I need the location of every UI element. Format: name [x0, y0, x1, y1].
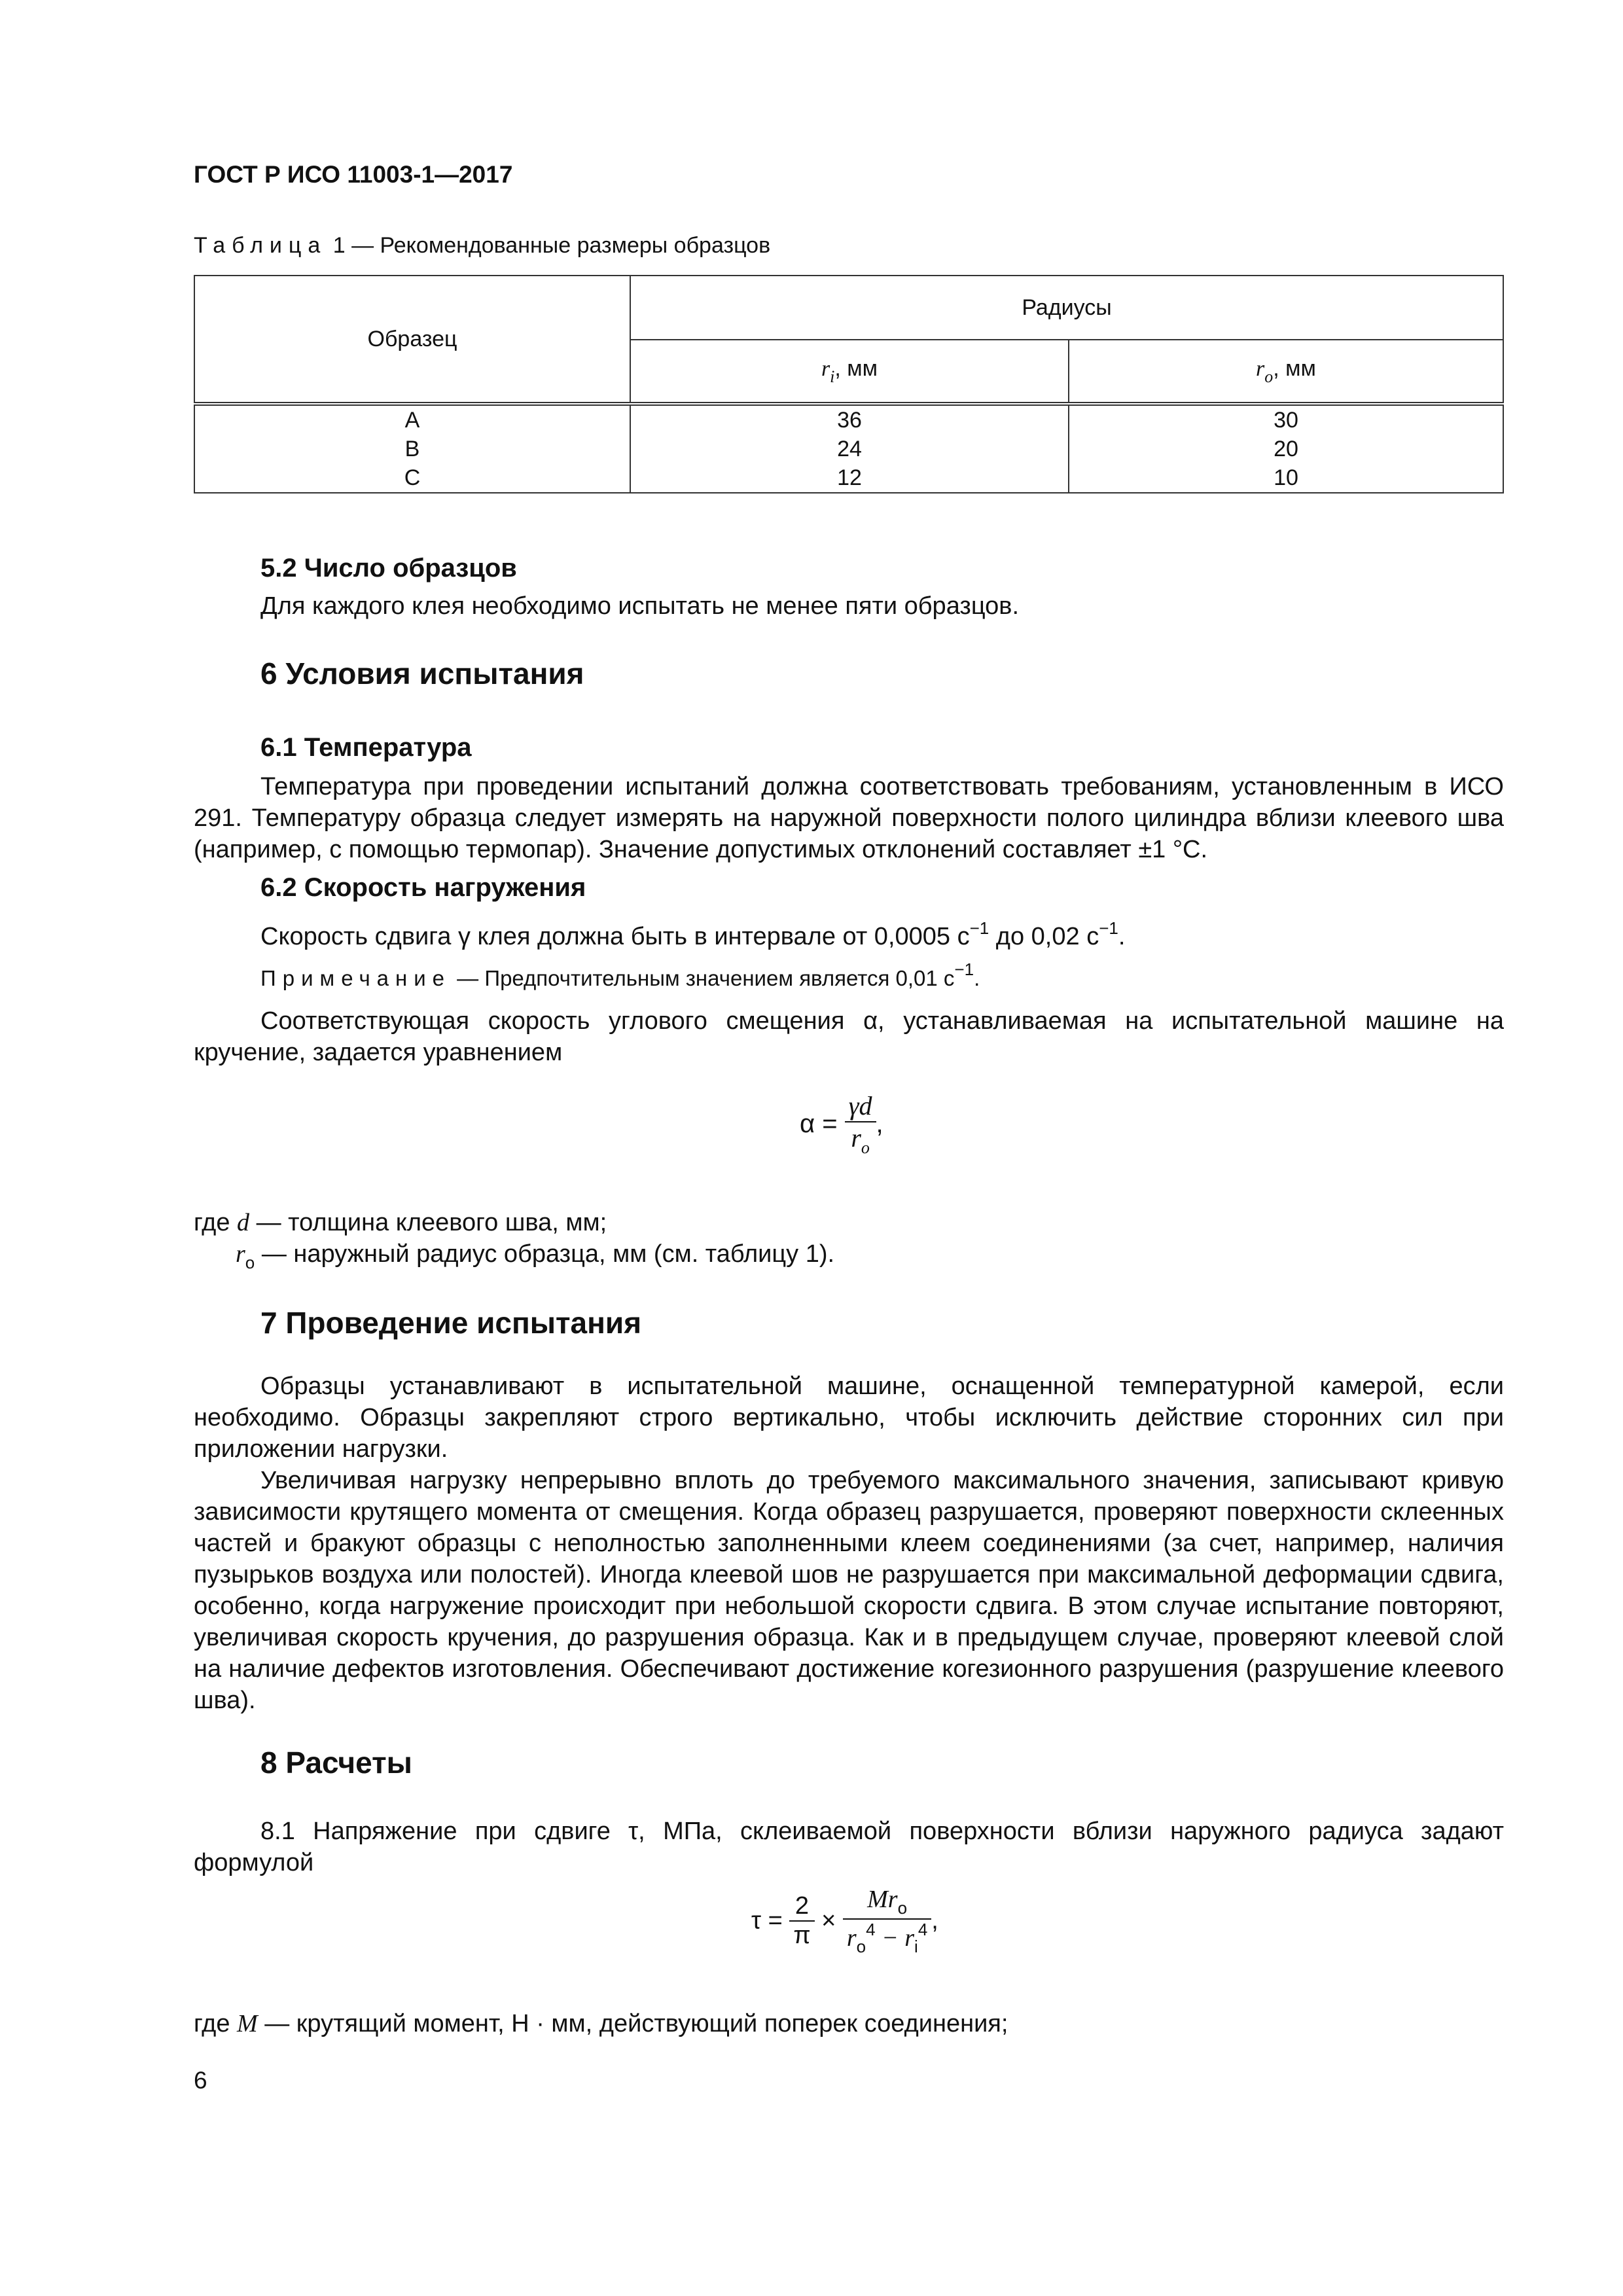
note: Примечание — Предпочтительным значением является 0,01 $с^{-1}$.	[260, 960, 980, 990]
table-caption	[194, 233, 770, 259]
page-number: 6	[194, 2067, 207, 2094]
section-7-title: 7 Проведение испытания	[260, 1306, 642, 1340]
where-m: где M — крутящий момент, Н · мм, действующий поперек соединения;	[194, 2010, 1008, 2037]
section-6-2-title: 6.2 Скорость нагружения	[260, 873, 586, 902]
section-5-2-text: Для каждого клея необходимо испытать не менее пяти образцов.	[260, 592, 1020, 620]
section-5-2-title: 5.2 Число образцов	[260, 554, 517, 583]
section-6-title: 6 Условия испытания	[260, 656, 584, 691]
shear-rate-text: Скорость сдвига γ клея должна быть в интервале от 0,0005 $с^{-1}$ до 0,02 $с^{-1}$.	[260, 918, 1126, 950]
formula-tau: τ = $\frac{2}{\pi}$ × $\frac{Mr_o}{r_o^4 - r_i^4}$ ,	[751, 1886, 938, 1956]
section-8-title: 8 Расчеты	[260, 1746, 412, 1780]
col-specimen-header: Образец	[194, 276, 630, 404]
section-8-1-paragraph: 8.1 Напряжение при сдвиге τ, МПа, склеиваемой поверхности вблизи наружного радиуса задают формулой	[194, 1818, 1504, 1876]
col-ro-header: $r_o$, мм	[1069, 340, 1503, 404]
section-7-paragraph-2: Увеличивая нагрузку непрерывно вплоть до требуемого максимального значения, записывают кривую зависимости крутящего момента от смещения. Когда образец разрушается, проверяют поверхности склеенных частей и бракуют образцы с неполностью заполненными клеем соединениями (за счет, например, наличия пузырьков воздуха или полостей). Иногда клеевой шов не разрушается при максимальной деформации сдвига, особенно, когда нагружение происходит при небольшой скорости сдвига. В этом случае испытание повторяют, увеличивая скорость кручения, до разрушения образца. Как и в предыдущем случае, проверяют клеевой слой на наличие дефектов изготовления. Обеспечивают достижение когезионного разрушения (разрушение клеевого шва).	[194, 1467, 1504, 1714]
section-7-paragraph-1: Образцы устанавливают в испытательной машине, оснащенной температурной камерой, если необходимо. Образцы закрепляют строго вертикально, чтобы исключить действие сторонних сил при приложении нагрузки.	[194, 1372, 1504, 1463]
where-ro: $r_o$ — наружный радиус образца, мм (см. таблицу 1).	[236, 1240, 835, 1272]
section-6-1-title: 6.1 Температура	[260, 733, 472, 762]
section-6-1-text: Температура при проведении испытаний должна соответствовать требованиям, установленным в ИСО 291. Температуру образца следует измерять на наружной поверхности полого цилиндра вблизи клеевого шва (например, с помощью термопар). Значение допустимых отклонений составляет ±1 °С.	[194, 773, 1504, 863]
specimen-cells: A B C	[194, 404, 630, 493]
document-header: ГОСТ Р ИСО 11003-1—2017	[194, 161, 513, 188]
ro-cells: 30 20 10	[1069, 404, 1503, 493]
col-radii-header: Радиусы	[630, 276, 1503, 340]
table-caption-text: 1 — Рекомендованные размеры образцов	[327, 233, 771, 258]
ri-cells: 36 24 12	[630, 404, 1069, 493]
table-caption-prefix: Таблица	[194, 233, 327, 258]
formula-alpha: α = $\frac{\gamma d}{r_o}$ ,	[800, 1091, 883, 1157]
where-d: где d — толщина клеевого шва, мм;	[194, 1209, 607, 1236]
angular-rate-paragraph: Соответствующая скорость углового смещения α, устанавливаемая на испытательной машине на кручение, задается уравнением	[194, 1007, 1504, 1066]
col-ri-header: $r_i$, мм	[630, 340, 1069, 404]
specimen-size-table	[194, 275, 1504, 493]
